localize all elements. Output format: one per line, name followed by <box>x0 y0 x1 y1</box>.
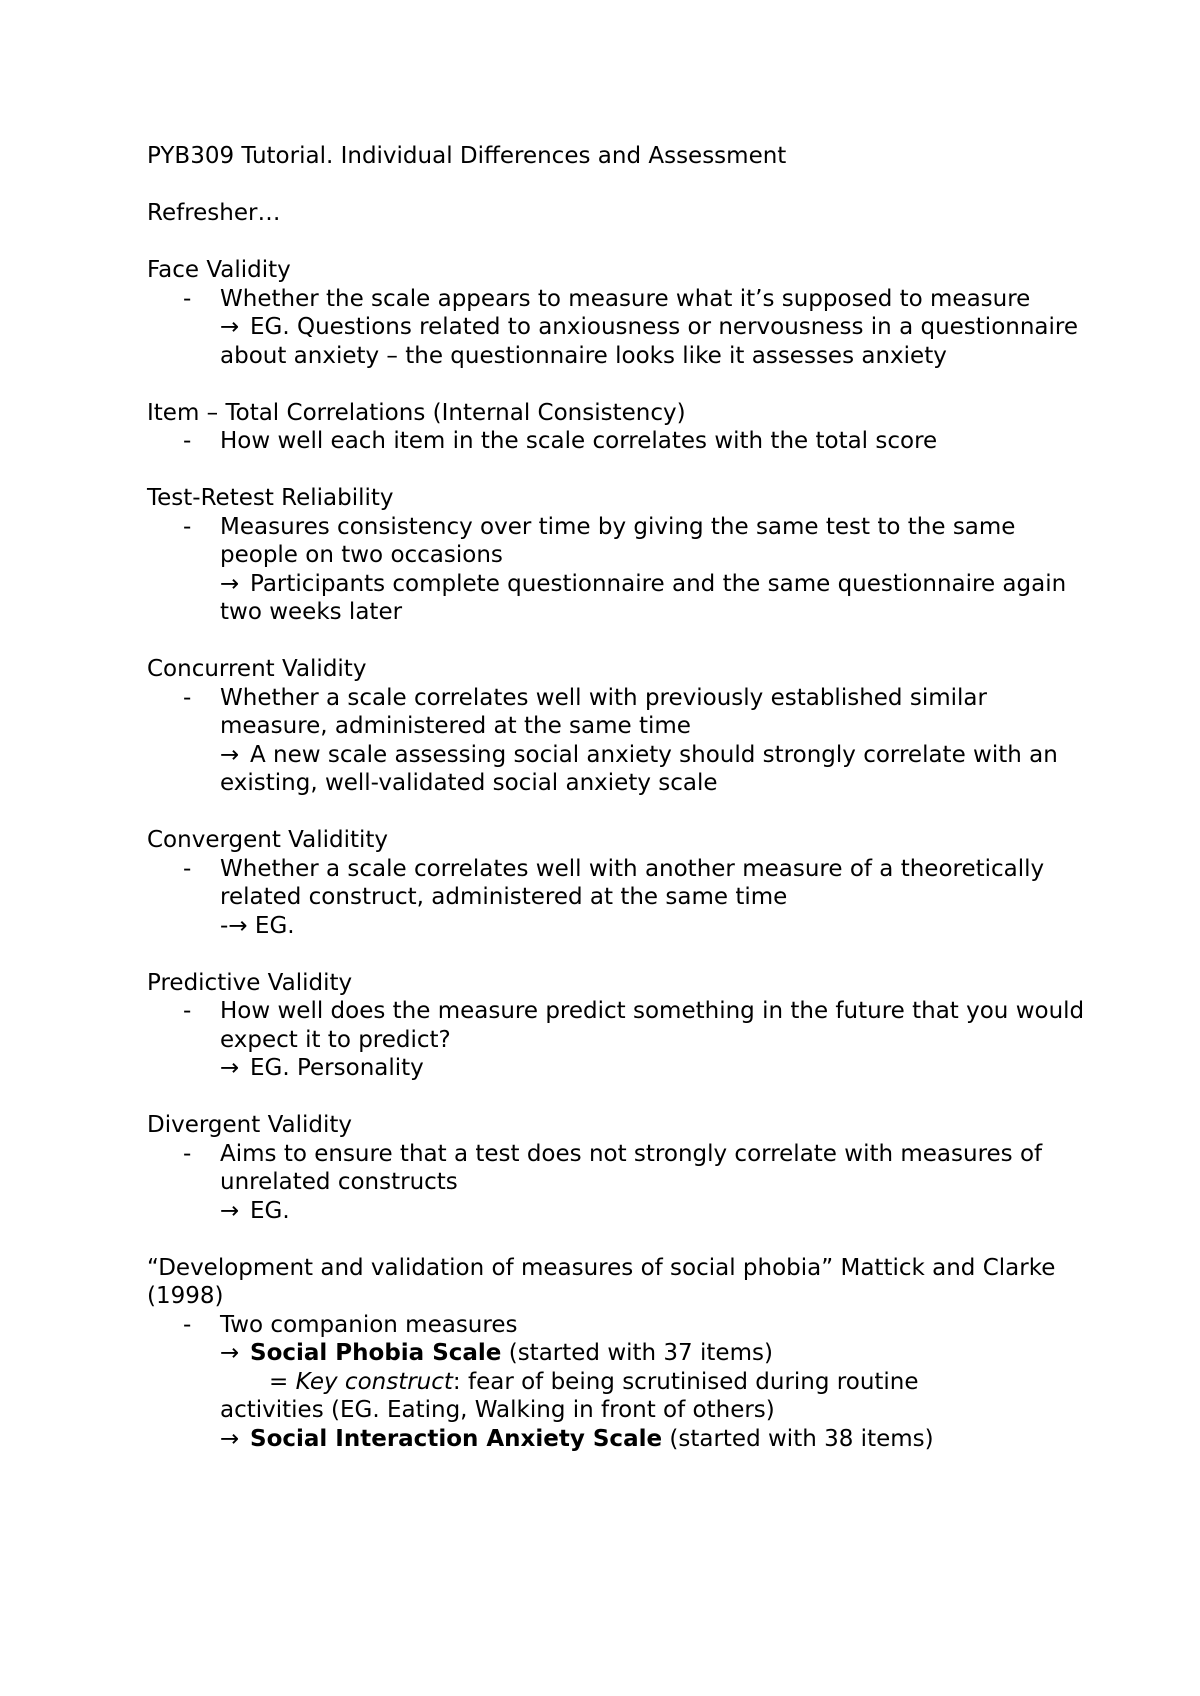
bullet-dash: - <box>183 513 192 540</box>
measure-detail: (started with 37 items) <box>501 1340 773 1366</box>
arrow-icon: → <box>220 1425 240 1452</box>
arrow-icon: → <box>228 912 248 939</box>
bullet-text: Measures consistency over time by giving the same test to the same people on two occasions <box>220 513 1016 568</box>
key-construct-label: Key construct <box>295 1368 453 1395</box>
paper-citation: “Development and validation of measures of social phobia” Mattick and Clarke (1998) <box>147 1254 1063 1309</box>
refresher-label: Refresher… <box>147 200 281 226</box>
key-construct-continuation: activities (EG. Eating, Walking in front of others) <box>220 1397 775 1423</box>
example-prefix: - <box>220 912 229 939</box>
bullet-text: How well each item in the scale correlates with the total score <box>220 428 938 454</box>
example-text: EG. <box>250 1197 290 1224</box>
arrow-icon: → <box>220 314 240 340</box>
document-title: PYB309 Tutorial. Individual Differences and Assessment <box>147 143 787 169</box>
section-heading-face-validity: Face Validity <box>147 257 291 283</box>
example-text: EG. Personality <box>250 1055 424 1081</box>
section-heading-test-retest: Test-Retest Reliability <box>147 485 394 511</box>
section-heading-item-total: Item – Total Correlations (Internal Consistency) <box>147 399 686 426</box>
section-heading-concurrent-validity: Concurrent Validity <box>147 656 367 682</box>
bullet-dash: - <box>183 1140 192 1167</box>
arrow-icon: → <box>220 570 240 597</box>
measure-name: Social Phobia Scale <box>250 1340 502 1366</box>
list-item <box>147 855 1087 912</box>
list-item <box>147 427 1087 456</box>
example-line <box>147 912 1087 941</box>
bullet-dash: - <box>183 428 192 454</box>
list-item <box>147 997 1087 1054</box>
bullet-text: Two companion measures <box>220 1311 518 1338</box>
example-text: EG. Questions related to anxiousness or nervousness in a questionnaire about anxiety – the questionnaire looks like it assesses anxiety <box>220 314 1078 369</box>
example-line <box>147 1054 1087 1083</box>
bullet-dash: - <box>183 684 192 711</box>
example-text: Participants complete questionnaire and the same questionnaire again two weeks later <box>220 570 1067 625</box>
bullet-dash: - <box>183 855 192 882</box>
list-item <box>147 513 1087 570</box>
section-heading-convergent-validity: Convergent Validitity <box>147 827 389 853</box>
measure-line-sias <box>147 1425 1087 1454</box>
example-line <box>147 1197 1087 1226</box>
bullet-text: Whether a scale correlates well with another measure of a theoretically related construct, administered at the same time <box>220 855 1045 910</box>
key-construct-line <box>147 1368 1087 1397</box>
key-construct-text: : fear of being scrutinised during routine <box>452 1368 919 1395</box>
list-item <box>147 684 1087 741</box>
list-item <box>147 1140 1087 1197</box>
example-line <box>147 313 1087 370</box>
section-heading-predictive-validity: Predictive Validity <box>147 969 353 996</box>
arrow-icon: → <box>220 741 240 768</box>
bullet-text: Whether a scale correlates well with previously established similar measure, administered at the same time <box>220 684 987 739</box>
document-body <box>147 142 1087 1453</box>
list-item <box>147 1311 1087 1340</box>
bullet-text: Aims to ensure that a test does not strongly correlate with measures of unrelated constructs <box>220 1140 1043 1195</box>
measure-detail: (started with 38 items) <box>662 1425 934 1452</box>
list-item <box>147 285 1087 314</box>
bullet-dash: - <box>183 1311 192 1338</box>
example-line <box>147 741 1087 798</box>
example-line <box>147 570 1087 627</box>
bullet-text: How well does the measure predict something in the future that you would expect it to predict? <box>220 998 1085 1053</box>
arrow-icon: → <box>220 1197 240 1224</box>
bullet-dash: - <box>183 998 192 1024</box>
bullet-dash: - <box>183 285 192 312</box>
equals-sign: = <box>269 1368 296 1395</box>
example-text: A new scale assessing social anxiety should strongly correlate with an existing, well-validated social anxiety scale <box>220 741 1058 796</box>
section-heading-divergent-validity: Divergent Validity <box>147 1112 353 1138</box>
arrow-icon: → <box>220 1340 240 1366</box>
bullet-text: Whether the scale appears to measure what it’s supposed to measure <box>220 285 1031 312</box>
arrow-icon: → <box>220 1055 240 1081</box>
measure-line-sps <box>147 1339 1087 1368</box>
measure-name: Social Interaction Anxiety Scale <box>250 1425 663 1452</box>
example-text: EG. <box>254 912 295 939</box>
